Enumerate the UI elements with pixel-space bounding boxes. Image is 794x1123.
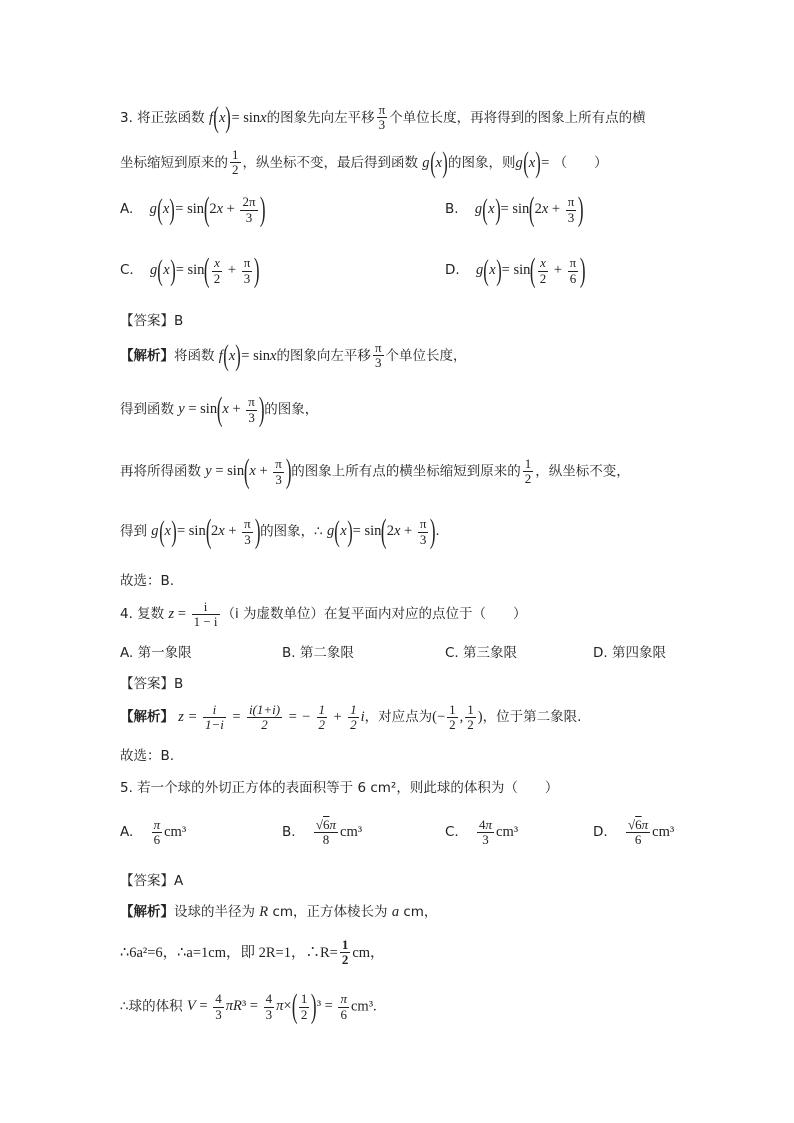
q3-analysis-line4: 得到 g(x)= sin(2x + $\frac{\pi}{3}$ )的图象，∴ g(x)= sin(2x + $\frac{\pi}{3}$ ). xyxy=(120,513,440,550)
q4-option-a: A. 第一象限 xyxy=(120,645,192,661)
fraction-pi-over-3: $\frac{\pi}{3}$ xyxy=(378,102,386,133)
q3-answer: 【答案】B xyxy=(120,313,184,329)
q3-analysis-line3: 再将所得函数 y = sin(x + $\frac{\pi}{3}$ )的图象上所有点的横坐标缩短到原来的 $\frac{1}{2}$ ，纵坐标不变， xyxy=(120,453,630,490)
q3-stem-line2: 坐标缩短到原来的 $\frac{1}{2}$ ，纵坐标不变，最后得到函数 g(x)的图象，则g(x)= （ ） xyxy=(120,146,608,180)
q5-option-c: C. $\frac{4\pi}{3}$ cm³ xyxy=(445,817,519,848)
q3-option-d: D. g(x)= sin( $\frac{x}{2}$ + $\frac{\pi}{6}$ ) xyxy=(445,252,586,289)
q5-option-b: B. $\frac{√6\pi}{8}$ cm³ xyxy=(282,817,363,848)
q3-option-c: C. g(x)= sin( $\frac{x}{2}$ + $\frac{\pi}{3}$ ) xyxy=(120,252,260,289)
q4-choice: 故选：B. xyxy=(120,748,175,764)
q5-analysis-line1: 【解析】设球的半径为 R cm，正方体棱长为 a cm， xyxy=(120,904,438,920)
q5-analysis-line3: ∴球的体积 V = $\frac{4}{3}$ πR³ = $\frac{4}{3}$ π×( $\frac{1}{2}$ )³ = $\frac{\pi}{6}$ cm³. xyxy=(120,988,377,1025)
q3-choice: 故选：B. xyxy=(120,573,175,589)
q5-option-d: D. $\frac{√6\pi}{6}$ cm³ xyxy=(593,817,675,848)
q5-option-a: A. $\frac{\pi}{6}$ cm³ xyxy=(120,817,187,848)
q3-analysis-line2: 得到函数 y = sin(x + $\frac{\pi}{3}$ )的图象， xyxy=(120,391,319,428)
q3-stem-line1: 3. 将正弦函数 f(x)= sinx的图象先向左平移 $\frac{\pi}{3}$ 个单位长度，再将得到的图象上所有点的横 xyxy=(120,101,646,135)
q4-option-b: B. 第二象限 xyxy=(282,645,354,661)
q4-analysis: 【解析】 z = $\frac{i}{1-i}$ = $\frac{i(1+i)}{2}$ = − $\frac{1}{2}$ + $\frac{1}{2}$ i，对应点为(− $\frac{1}{2}$ , $\frac{1}{2}$ )，位于第二象限. xyxy=(120,702,582,733)
q4-option-c: C. 第三象限 xyxy=(445,645,518,661)
q3-option-a: A. g(x)= sin(2x + $\frac{2\pi}{3}$ ) xyxy=(120,191,266,228)
q4-answer: 【答案】B xyxy=(120,676,184,692)
q4-stem: 4. 复数 z = $\frac{i}{1 - i}$ （i 为虚数单位）在复平面内对应的点位于（ ） xyxy=(120,599,527,630)
q3-option-b: B. g(x)= sin(2x + $\frac{\pi}{3}$ ) xyxy=(445,191,584,228)
q5-stem: 5. 若一个球的外切正方体的表面积等于 6 cm²，则此球的体积为（ ） xyxy=(120,780,559,796)
q5-answer: 【答案】A xyxy=(120,873,184,889)
q3-analysis-line1: 【解析】将函数 f(x)= sinx的图象向左平移 $\frac{\pi}{3}$ 个单位长度， xyxy=(120,339,467,373)
q5-analysis-line2: ∴6a²=6，∴a=1cm，即 2R=1，∴R= $\frac{1}{2}$ cm， xyxy=(120,937,385,968)
q4-option-d: D. 第四象限 xyxy=(593,645,666,661)
